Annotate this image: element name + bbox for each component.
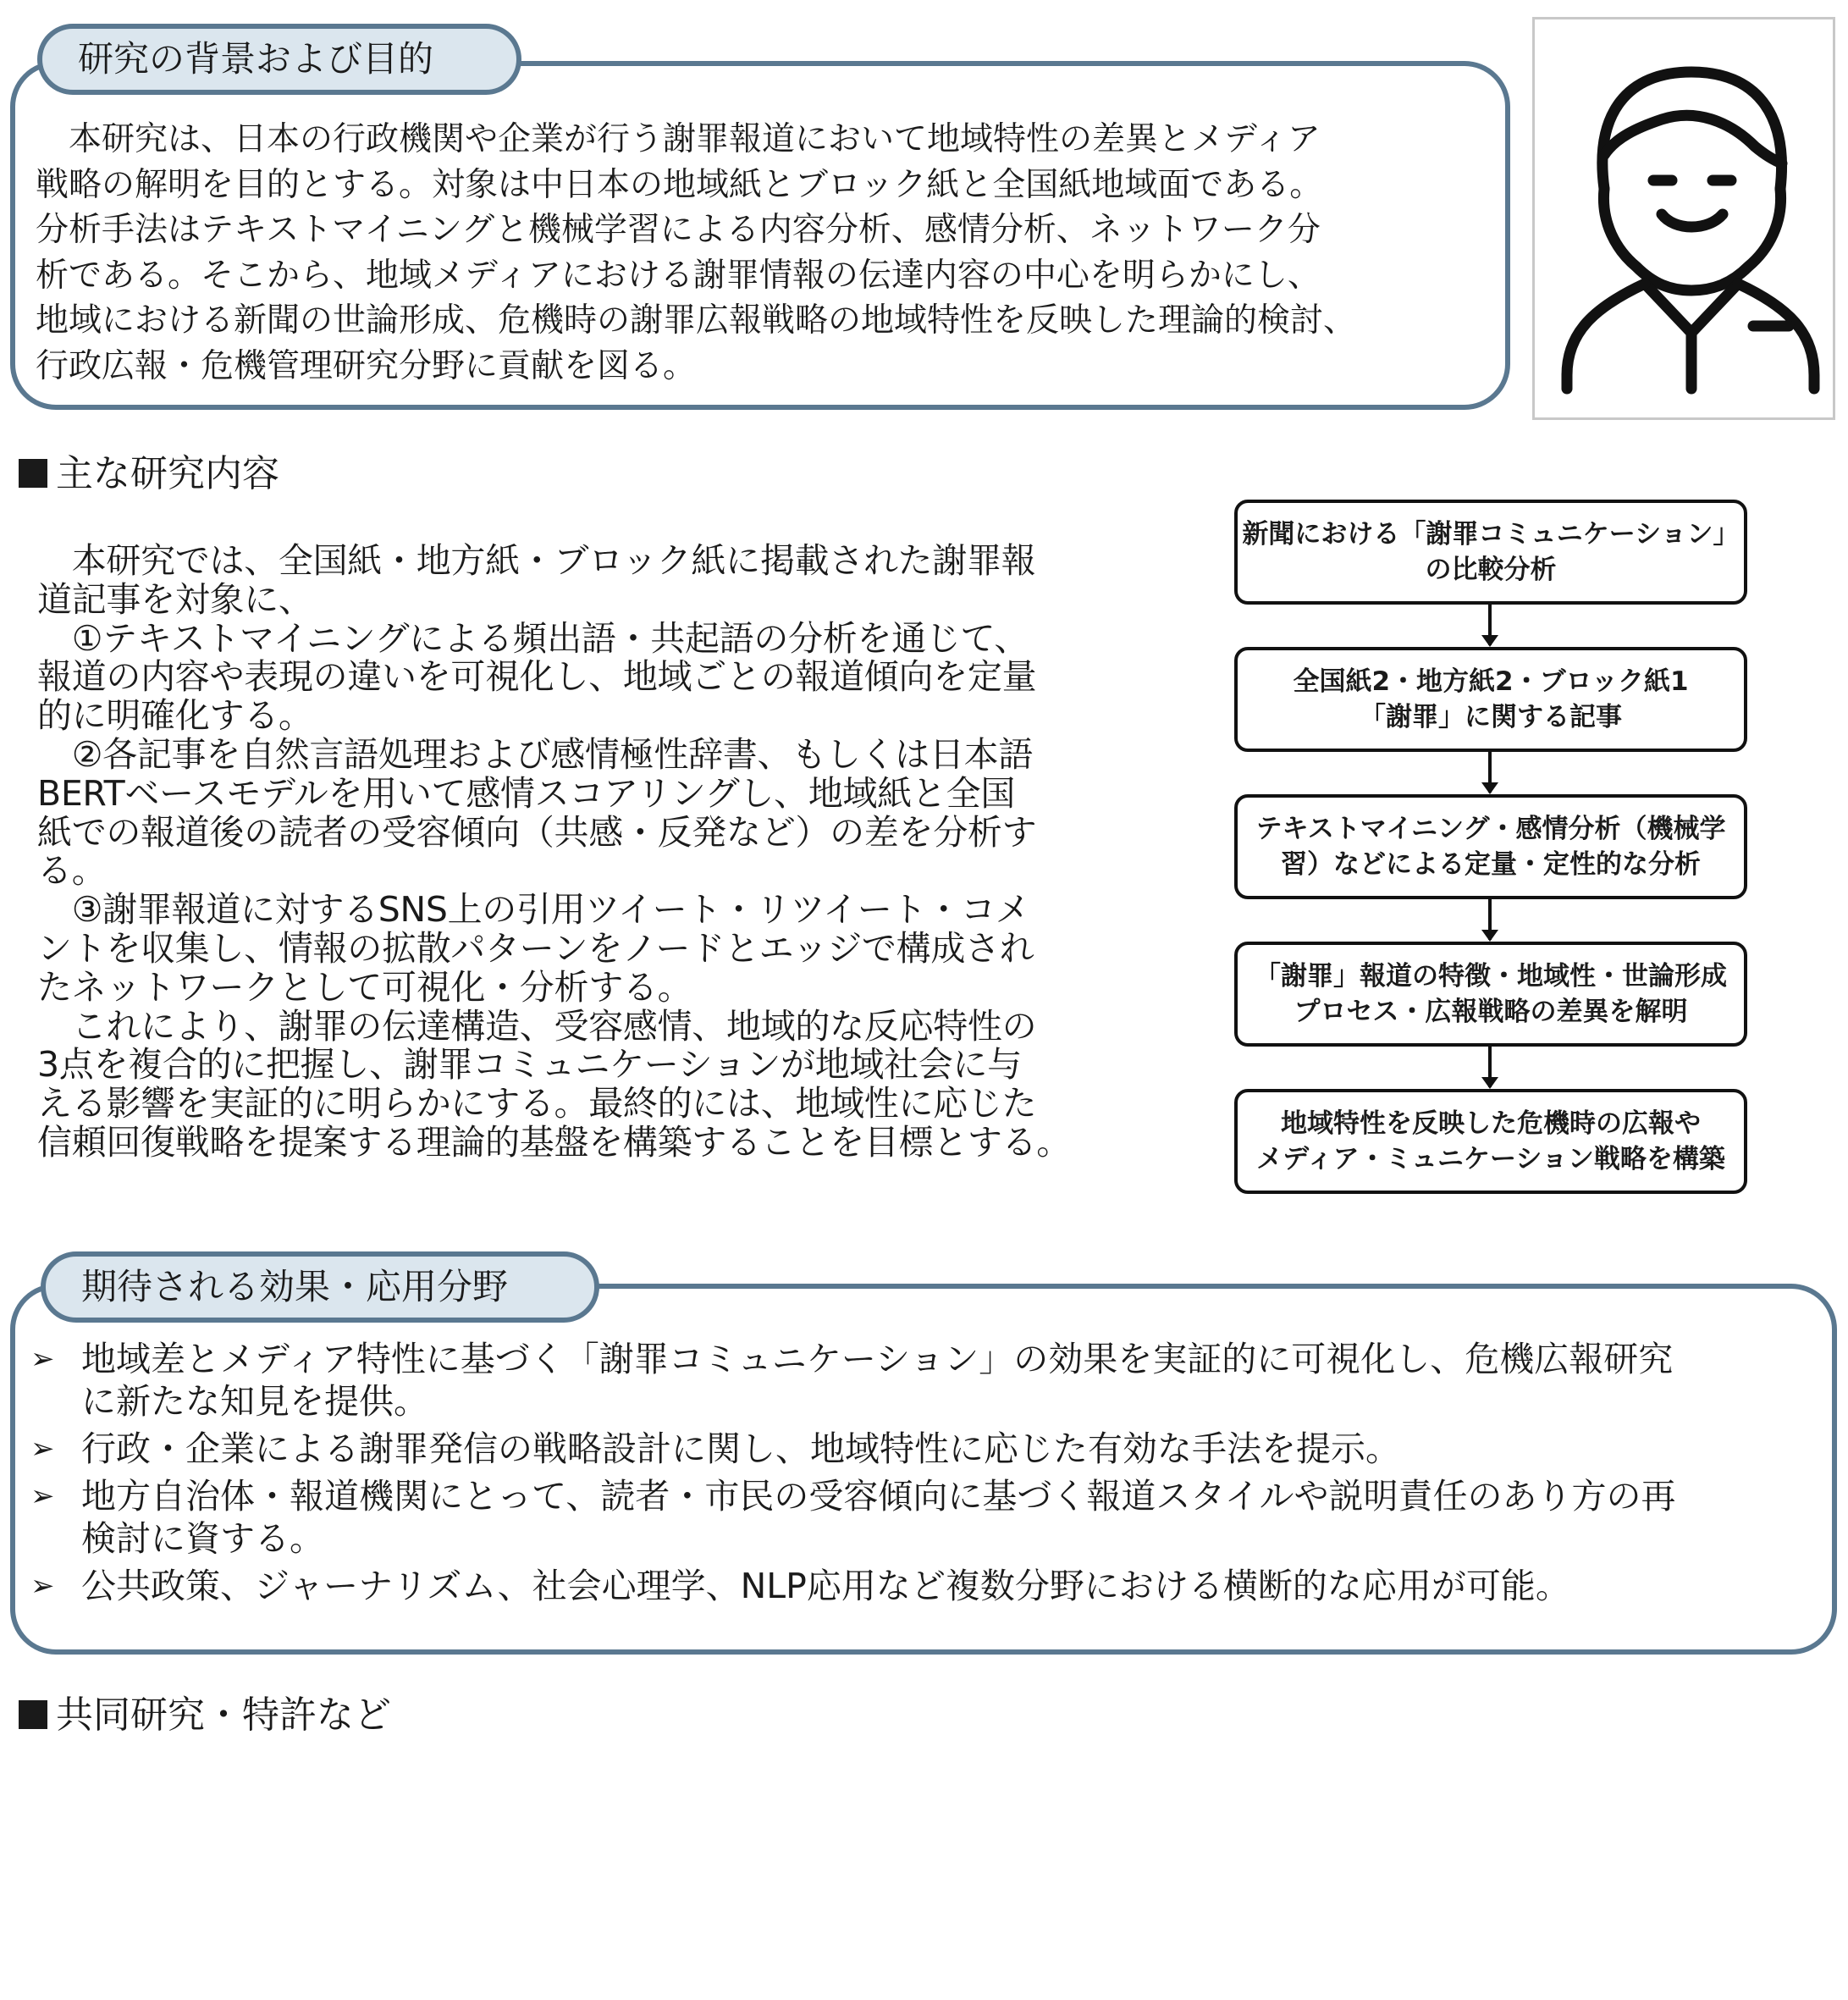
effects-item [29,1428,1807,1470]
flow-step-2 [1234,647,1747,752]
flow-step-line: 「謝罪」に関する記事 [1360,702,1622,732]
main-research-line: 道記事を対象に、 [37,578,313,620]
arrow-bullet-icon: ➢ [30,1569,55,1603]
effects-item-line: 検討に資する。 [81,1518,324,1559]
main-research-heading-label: 主な研究内容 [56,452,279,495]
background-line: 行政広報・危機管理研究分野に貢献を図る。 [36,346,697,385]
flow-step-5 [1234,1089,1747,1194]
joint-research-heading [19,1690,391,1741]
main-research-line: 報道の内容や表現の違いを可視化し、地域ごとの報道傾向を定量 [37,656,1037,698]
effects-heading-tab [41,1251,599,1323]
main-research-line: 3点を複合的に把握し、謝罪コミュニケーションが地域社会に与 [37,1044,1022,1086]
avatar-box [1532,17,1835,420]
effects-item [29,1338,1807,1423]
main-research-line: 信頼回復戦略を提案する理論的基盤を構築することを目標とする。 [37,1121,1071,1163]
arrow-bullet-icon: ➢ [30,1432,55,1466]
main-research-line: これにより、謝罪の伝達構造、受容感情、地域的な反応特性の [37,1005,1037,1047]
effects-item [29,1565,1807,1607]
joint-research-heading-label: 共同研究・特許など [56,1693,391,1737]
effects-item-line: 地域差とメディア特性に基づく「謝罪コミュニケーション」の効果を実証的に可視化し、危機広報研究 [81,1339,1674,1379]
person-avatar-icon [1535,19,1833,417]
background-line: 析である。そこから、地域メディアにおける謝罪情報の伝達内容の中心を明らかにし、 [36,256,1321,295]
main-research-line: ③謝罪報道に対するSNS上の引用ツイート・リツイート・コメ [37,889,1030,931]
square-bullet-icon [19,1700,47,1729]
main-research-line: ①テキストマイニングによる頻出語・共起語の分析を通じて、 [37,617,1029,659]
background-line: 地域における新聞の世論形成、危機時の謝罪広報戦略の地域特性を反映した理論的検討、 [36,301,1357,340]
flow-step-line: 習）などによる定量・定性的な分析 [1281,849,1701,880]
effects-item-line: 行政・企業による謝罪発信の戦略設計に関し、地域特性に応じた有効な手法を提示。 [81,1428,1400,1469]
background-heading: 研究の背景および目的 [78,38,434,80]
main-research-line: える影響を実証的に明らかにする。最終的には、地域性に応じた [37,1083,1037,1124]
effects-item [29,1475,1807,1560]
effects-item-line: に新たな知見を提供。 [81,1381,428,1422]
flow-arrow-icon [1488,605,1492,645]
background-line: 戦略の解明を目的とする。対象は中日本の地域紙とブロック紙と全国紙地域面である。 [36,165,1323,204]
main-research-line: たネットワークとして可視化・分析する。 [37,966,692,1008]
flow-step-line: 全国紙2・地方紙2・ブロック紙1 [1293,666,1689,697]
main-research-heading [19,449,279,500]
background-text [36,117,1513,389]
effects-heading: 期待される効果・応用分野 [81,1266,509,1307]
main-research-line: 的に明確化する。 [37,695,313,737]
flow-step-line: 地域特性を反映した危機時の広報や [1281,1108,1701,1139]
flow-step-line: プロセス・広報戦略の差異を解明 [1294,997,1688,1027]
background-line: 分析手法はテキストマイニングと機械学習による内容分析、感情分析、ネットワーク分 [36,211,1321,249]
flow-step-3 [1234,794,1747,899]
arrow-bullet-icon: ➢ [30,1479,55,1513]
main-research-line: 本研究では、全国紙・地方紙・ブロック紙に掲載された謝罪報 [37,540,1036,581]
main-research-line: 紙での報道後の読者の受容傾向（共感・反発など）の差を分析す [37,811,1037,853]
background-line: 本研究は、日本の行政機関や企業が行う謝罪報道において地域特性の差異とメディア [36,120,1321,158]
flow-arrow-icon [1488,899,1492,940]
flow-step-line: 「謝罪」報道の特徴・地域性・世論形成 [1255,961,1727,992]
flow-arrow-icon [1488,752,1492,793]
main-research-line: る。 [37,850,107,892]
effects-list [29,1338,1807,1612]
flow-step-line: 新聞における「謝罪コミュニケーション」 [1242,519,1740,550]
effects-item-line: 地方自治体・報道機関にとって、読者・市民の受容傾向に基づく報道スタイルや説明責任のあり方の再 [81,1476,1676,1517]
flow-step-4 [1234,942,1747,1047]
flow-step-line: の比較分析 [1425,555,1557,585]
main-research-line: ②各記事を自然言語処理および感情極性辞書、もしくは日本語 [37,733,1034,775]
main-research-line: ントを収集し、情報の拡散パターンをノードとエッジで構成され [37,927,1034,969]
arrow-bullet-icon: ➢ [30,1342,55,1376]
effects-item-line: 公共政策、ジャーナリズム、社会心理学、NLP応用など複数分野における横断的な応用が可能。 [81,1566,1570,1606]
square-bullet-icon [19,459,47,488]
flow-arrow-icon [1488,1047,1492,1087]
flow-step-1 [1234,500,1747,605]
main-research-line: BERTベースモデルを用いて感情スコアリングし、地域紙と全国 [37,772,1016,814]
main-research-text [37,542,1155,1163]
flow-step-line: テキストマイニング・感情分析（機械学 [1255,814,1726,844]
flow-step-line: メディア・ミュニケーション戦略を構築 [1256,1144,1725,1174]
background-heading-tab [37,24,521,95]
